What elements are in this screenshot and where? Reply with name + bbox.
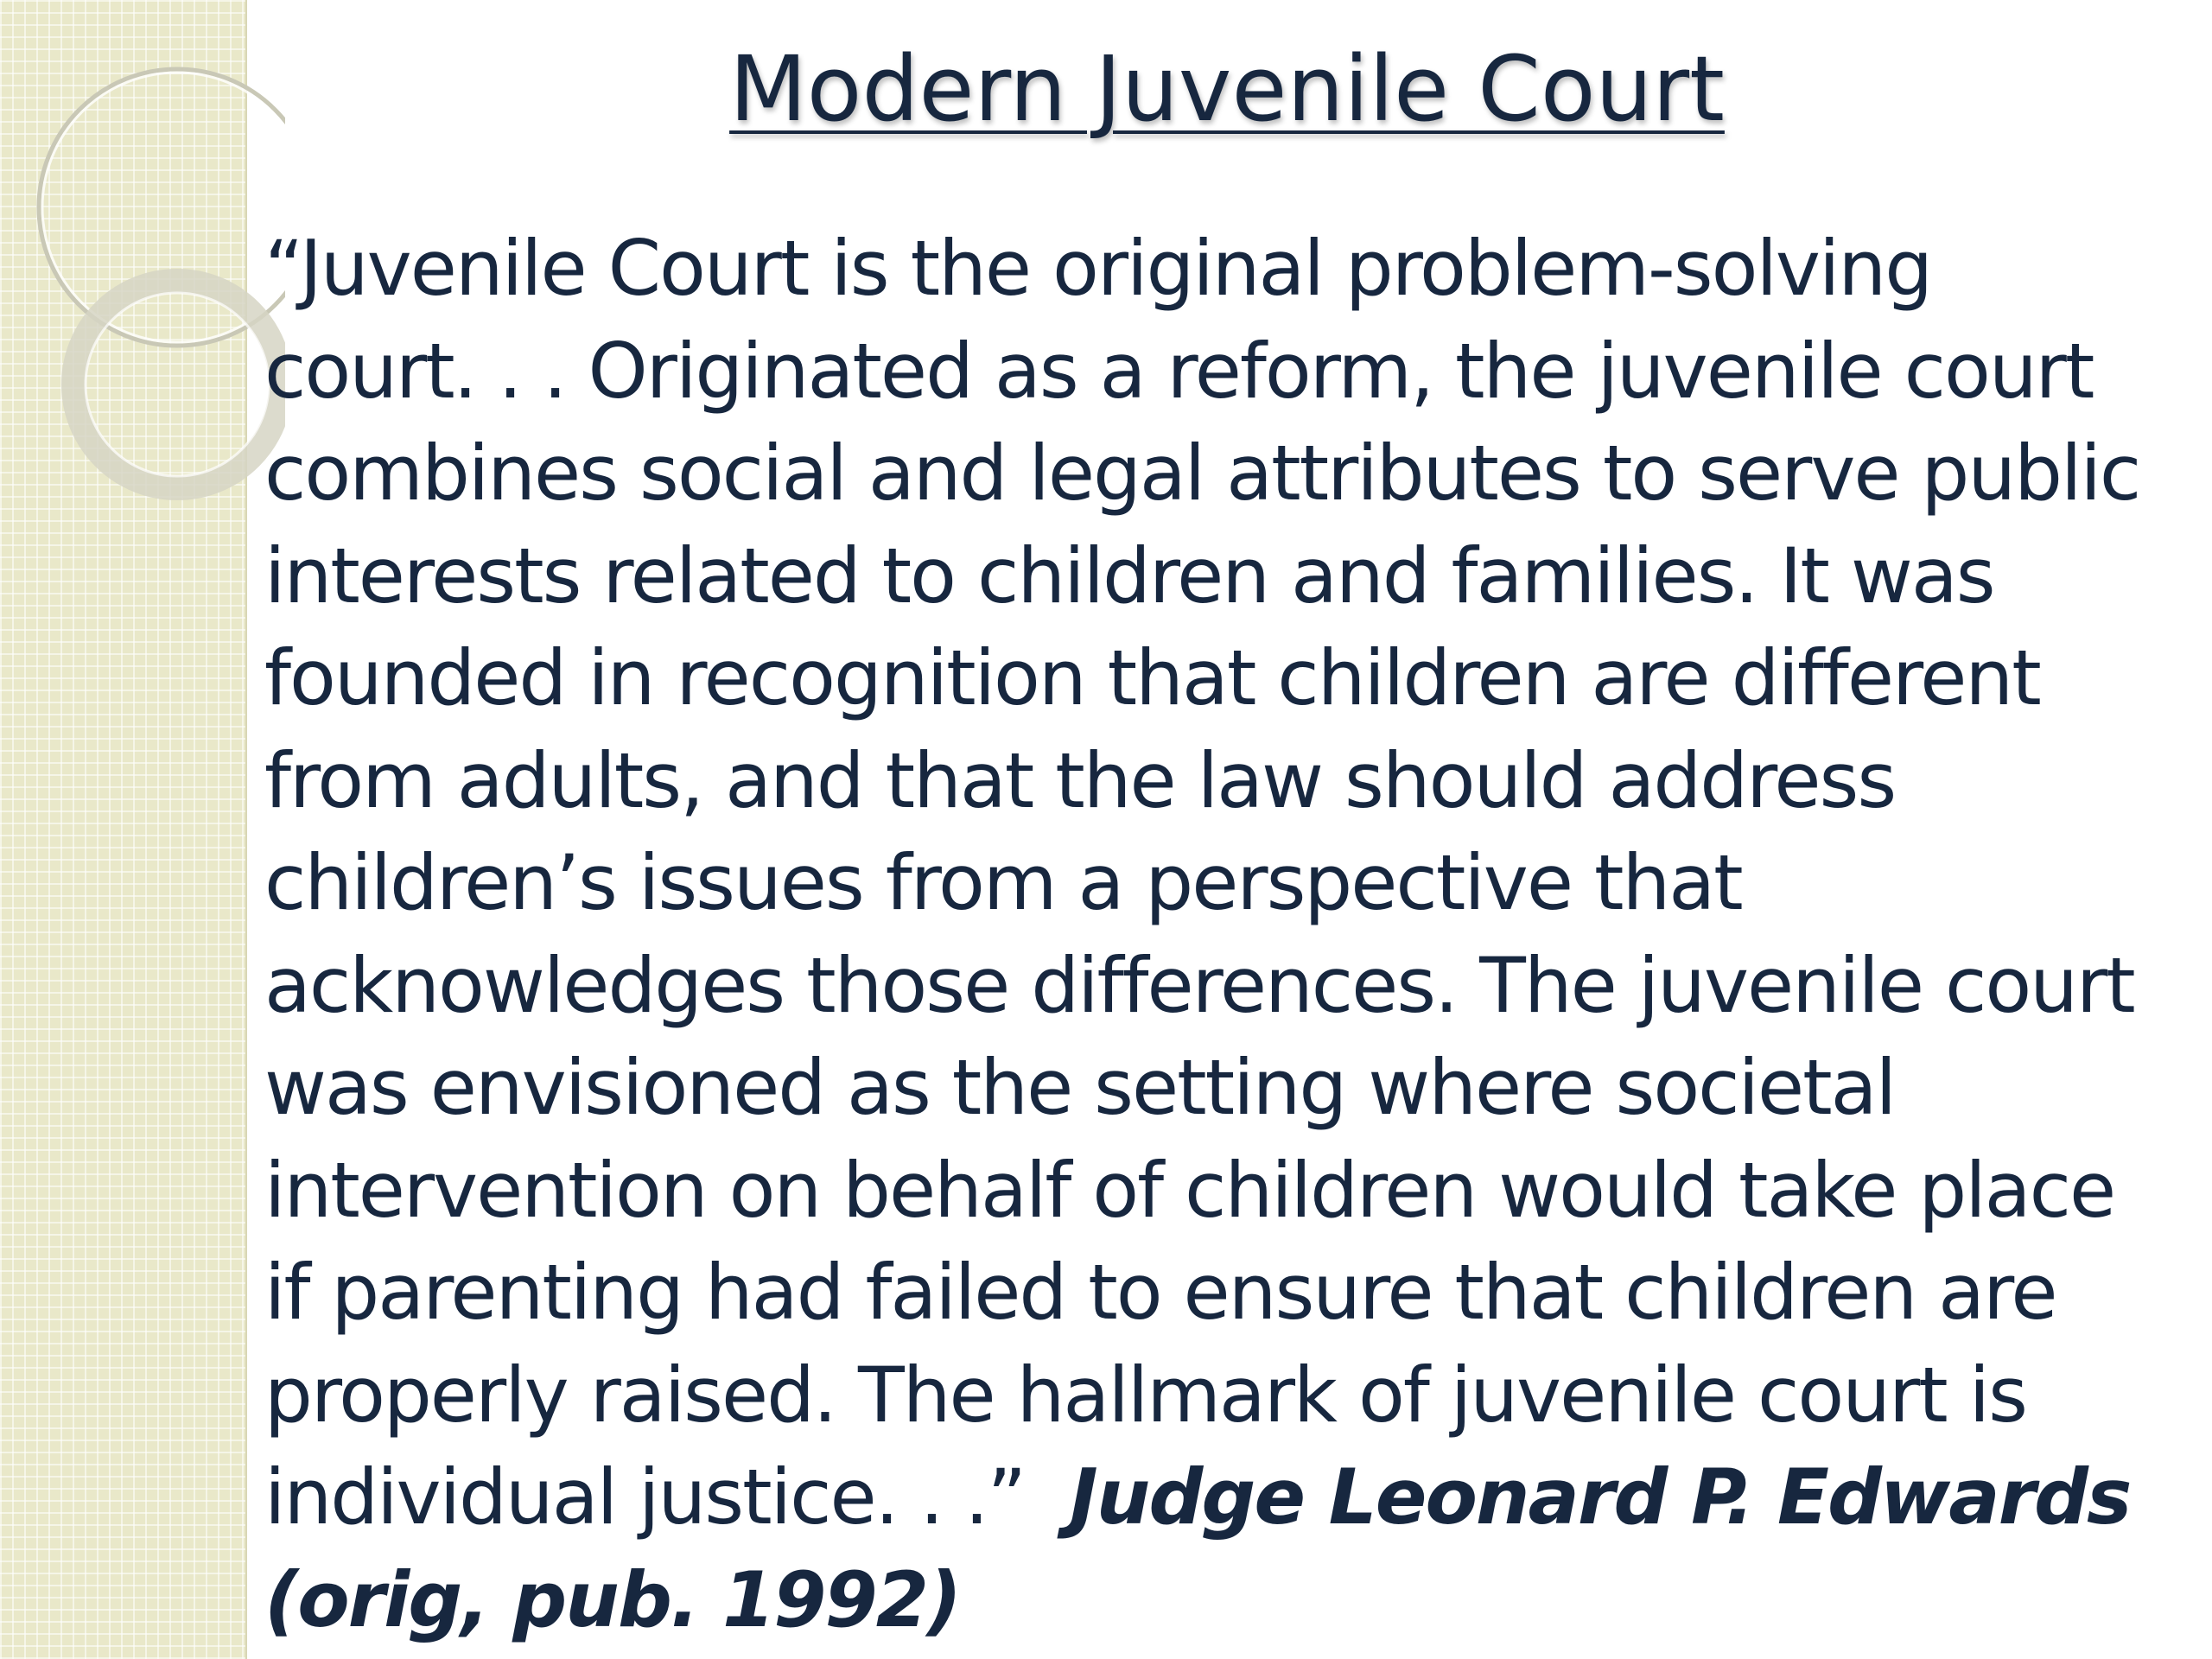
quote-line: founded in recognition that children are different	[264, 633, 2040, 722]
small-ring-inner	[86, 293, 269, 476]
quote-line: intervention on behalf of children would take place	[264, 1145, 2115, 1235]
quote-line: interests related to children and families. It was	[264, 531, 1994, 620]
quote-line: was envisioned as the setting where societal	[264, 1043, 1896, 1132]
quote-line: combines social and legal attributes to serve public	[264, 429, 2140, 518]
quote-line: properly raised. The hallmark of juvenile court is	[264, 1350, 2026, 1440]
quote-line: individual justice. . .”	[264, 1452, 1070, 1541]
quote-last-line	[264, 1446, 2200, 1549]
slide-title: Modern Juvenile Court	[729, 36, 1725, 142]
quote-line: if parenting had failed to ensure that children are	[264, 1248, 2056, 1337]
attribution-author: Judge Leonard P. Edwards	[1069, 1452, 2131, 1541]
quote-line: acknowledges those differences. The juvenile court	[264, 940, 2134, 1030]
decorative-rings	[0, 0, 285, 553]
quote-line: children’s issues from a perspective that	[264, 838, 1742, 927]
quote-line: from adults, and that the law should address	[264, 735, 1896, 825]
small-ring	[73, 281, 281, 488]
quote-line: court. . . Originated as a reform, the juvenile court	[264, 326, 2094, 416]
attribution-publication: (orig, pub. 1992)	[264, 1554, 961, 1644]
quote-body	[264, 218, 2200, 1651]
quote-line: “Juvenile Court is the original problem-solving	[264, 224, 1932, 313]
